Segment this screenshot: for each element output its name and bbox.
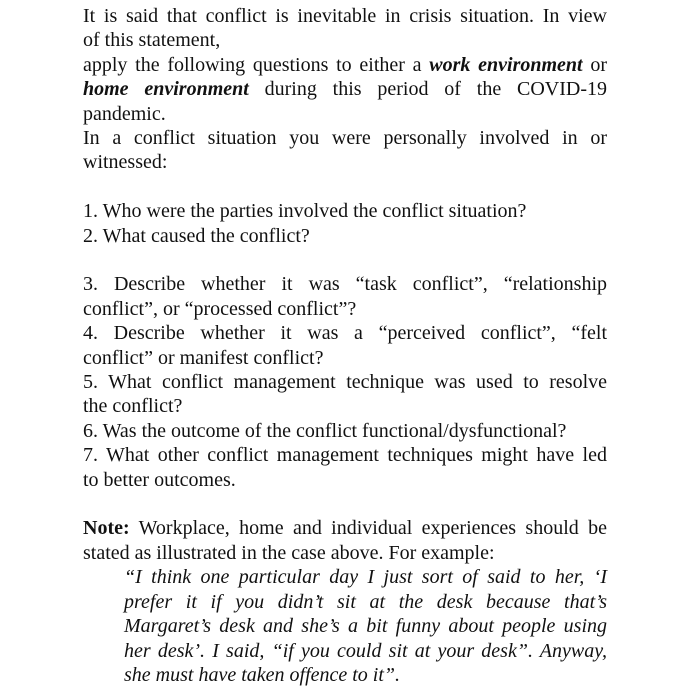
intro-line-4-text: during this period of the COVID-19 xyxy=(248,78,607,101)
spacer xyxy=(83,492,607,516)
intro-line-4 xyxy=(83,77,607,101)
document-body xyxy=(83,4,607,687)
intro-line-1: It is said that conflict is inevitable in crisis situation. In view xyxy=(83,5,607,27)
question-6: 6. Was the outcome of the conflict functional/dysfunctional? xyxy=(83,419,567,442)
question-5-line-2: the conflict? xyxy=(83,395,183,418)
note-line-2: stated as illustrated in the case above. For example: xyxy=(83,541,495,564)
question-3-line-2: conflict”, or “processed conflict”? xyxy=(83,297,357,320)
work-environment-term: work environment xyxy=(429,53,583,76)
intro-line-2: of this statement, xyxy=(83,29,221,52)
spacer xyxy=(83,175,607,199)
intro-line-6: In a conflict situation you were personally involved in or xyxy=(83,127,607,150)
quote-line-4: her desk’. I said, “if you could sit at your desk”. Anyway, xyxy=(124,639,607,662)
intro-line-5: pandemic. xyxy=(83,102,166,125)
question-4-line-2: conflict” or manifest conflict? xyxy=(83,346,324,369)
home-environment-term: home environment xyxy=(83,78,249,101)
intro-line-3-end: or xyxy=(582,53,607,76)
quote-line-5: she must have taken offence to it”. xyxy=(124,663,401,686)
intro-line-7: witnessed: xyxy=(83,151,168,174)
spacer xyxy=(83,248,607,272)
quote-line-2: prefer it if you didn’t sit at the desk because that’s xyxy=(124,590,607,613)
intro-line-3 xyxy=(83,53,607,77)
question-5-line-1: 5. What conflict management technique was used to resolve xyxy=(83,371,607,394)
quote-line-3: Margaret’s desk and she’s a bit funny about people using xyxy=(124,615,607,638)
note-line-1 xyxy=(83,516,607,540)
note-label: Note: xyxy=(83,517,130,540)
question-3-line-1: 3. Describe whether it was “task conflict”, “relationship xyxy=(83,273,607,296)
note-line-1-text: Workplace, home and individual experiences should be xyxy=(129,517,607,540)
question-4-line-1: 4. Describe whether it was a “perceived conflict”, “felt xyxy=(83,322,607,345)
intro-line-3-text: apply the following questions to either a xyxy=(83,53,430,76)
question-1: 1. Who were the parties involved the conflict situation? xyxy=(83,200,527,223)
question-2: 2. What caused the conflict? xyxy=(83,224,310,247)
question-7-line-1: 7. What other conflict management techniques might have led xyxy=(83,444,607,467)
quote-line-1: “I think one particular day I just sort of said to her, ‘I xyxy=(124,566,607,589)
example-quote xyxy=(124,565,607,687)
question-7-line-2: to better outcomes. xyxy=(83,468,236,491)
